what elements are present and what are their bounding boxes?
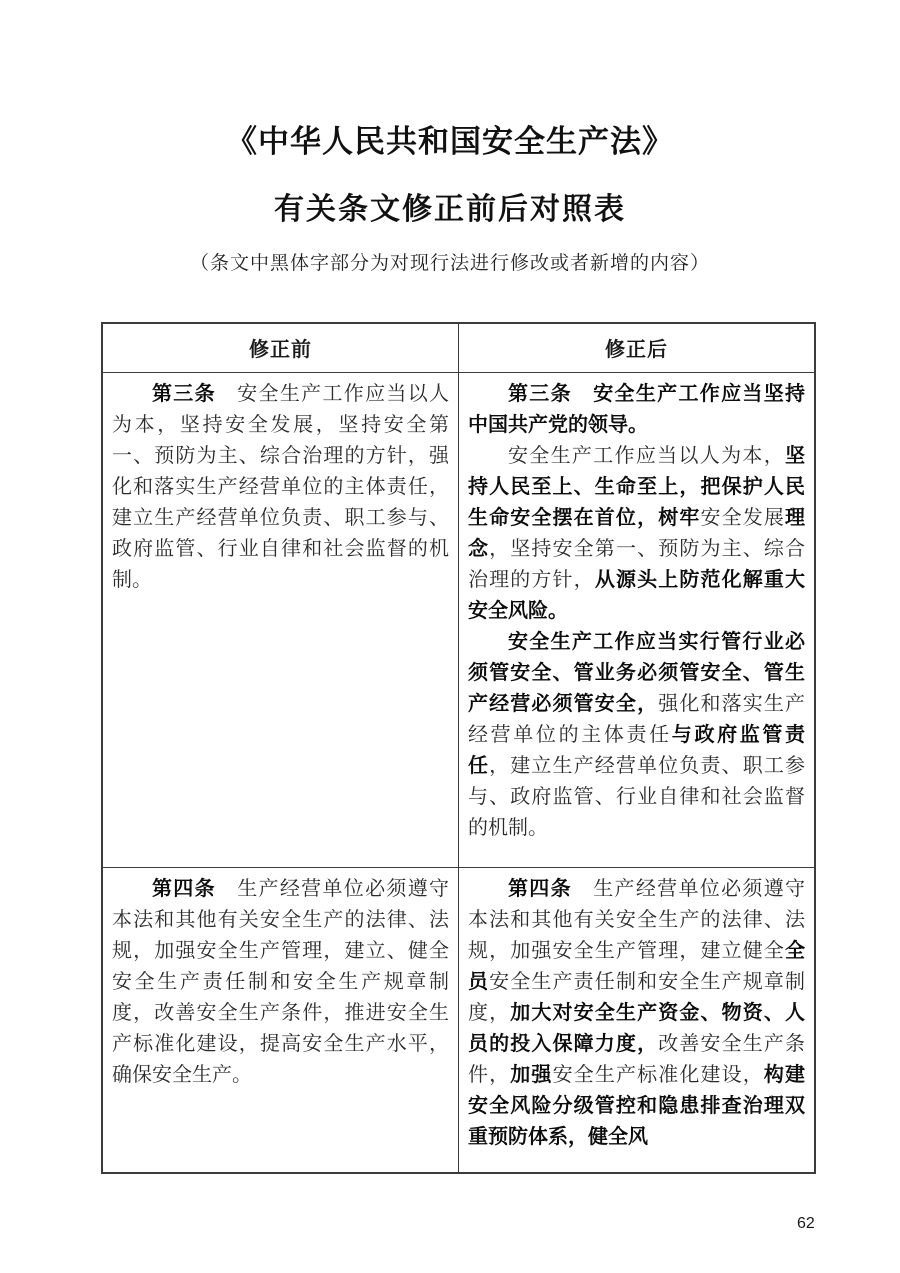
revised-text-segment: 构建安全风险分级管控和隐患排查治理双重预防体系，健全风 bbox=[468, 1063, 806, 1148]
revised-text-segment: 第三条 bbox=[152, 382, 238, 405]
revised-text-segment: 与政府监管责任 bbox=[468, 723, 806, 777]
text-segment: 生产经营单位必须遵守本法和其他有关安全生产的法律、法规，加强安全生产管理，建立健全 bbox=[468, 877, 806, 962]
text-segment: 强化和落实生产经营单位的主体责任 bbox=[468, 692, 806, 746]
table-header-row bbox=[102, 323, 815, 372]
paragraph bbox=[112, 379, 449, 596]
revised-text-segment: 加大对安全生产资金、物资、人员的投入保障力度， bbox=[468, 1001, 806, 1055]
text-segment: 安全发展 bbox=[700, 506, 786, 529]
revised-text-segment: 坚持人民至上、生命至上，把保护人民生命安全摆在首位，树牢 bbox=[468, 444, 805, 529]
table-row-article3 bbox=[102, 372, 815, 867]
comparison-table bbox=[101, 322, 816, 1174]
document-title: 《中华人民共和国安全生产法》 bbox=[226, 124, 674, 159]
table-row-article4 bbox=[102, 867, 815, 1173]
article4-before-cell bbox=[102, 867, 459, 1173]
paragraph bbox=[468, 441, 805, 627]
paragraph bbox=[112, 874, 449, 1091]
article3-after-cell bbox=[459, 372, 816, 867]
revised-text-segment: 第三条 安全生产工作应当坚持中国共产党的领导。 bbox=[468, 382, 805, 436]
text-segment: 生产经营单位必须遵守本法和其他有关安全生产的法律、法规，加强安全生产管理，建立、健全安全生产责任制和安全生产规章制度，改善安全生产条件，推进安全生产标准化建设，提高安全生产水平，确保安全生产。 bbox=[112, 877, 450, 1086]
column-header-after: 修正后 bbox=[459, 323, 816, 372]
text-segment: 安全生产工作应当以人为本， bbox=[508, 444, 785, 467]
text-segment: ，坚持安全第一、预防为主、综合治理的方针， bbox=[468, 537, 806, 591]
paragraph bbox=[468, 874, 805, 1153]
document-subtitle: 有关条文修正前后对照表 bbox=[274, 193, 626, 226]
revised-text-segment: 第四条 bbox=[152, 877, 238, 900]
paragraph bbox=[468, 379, 805, 441]
revised-text-segment: 全员 bbox=[468, 939, 805, 993]
article3-before-cell bbox=[102, 372, 459, 867]
revised-text-segment: 第四条 bbox=[508, 877, 594, 900]
text-segment: 安全生产标准化建设， bbox=[552, 1063, 764, 1086]
document-note: （条文中黑体字部分为对现行法进行修改或者新增的内容） bbox=[189, 253, 710, 274]
revised-text-segment: 加强 bbox=[510, 1063, 553, 1086]
revised-text-segment: 从源头上防范化解重大安全风险。 bbox=[468, 568, 806, 622]
column-header-before: 修正前 bbox=[102, 323, 459, 372]
article4-after-cell bbox=[459, 867, 816, 1173]
page-number: 62 bbox=[797, 1215, 815, 1232]
text-segment: 改善安全生产条件， bbox=[468, 1032, 806, 1086]
revised-text-segment: 安全生产工作应当实行管行业必须管安全、管业务必须管安全、管生产经营必须管安全， bbox=[468, 630, 805, 715]
text-segment: 安全生产责任制和安全生产规章制度， bbox=[468, 970, 806, 1024]
paragraph bbox=[468, 627, 805, 844]
text-segment: 安全生产工作应当以人为本，坚持安全发展，坚持安全第一、预防为主、综合治理的方针，强化和落实生产经营单位的主体责任，建立生产经营单位负责、职工参与、政府监管、行业自律和社会监督的机制。 bbox=[112, 382, 450, 591]
revised-text-segment: 理念 bbox=[468, 506, 806, 560]
text-segment: ，建立生产经营单位负责、职工参与、政府监管、行业自律和社会监督的机制。 bbox=[468, 754, 806, 839]
